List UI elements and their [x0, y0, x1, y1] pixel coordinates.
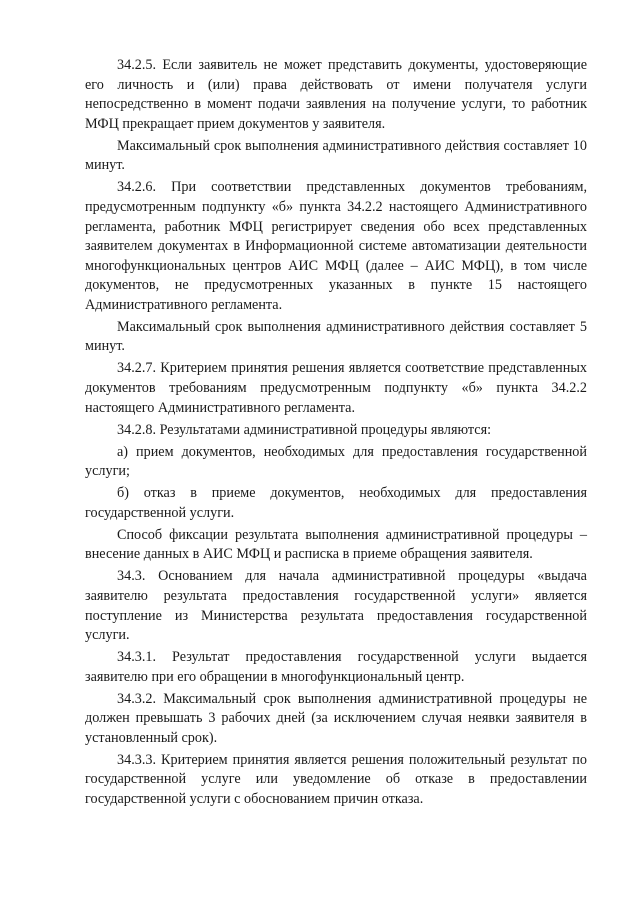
paragraph-34-2-5: 34.2.5. Если заявитель не может представить документы, удостоверяющие его личность и (или) права действовать от имени получателя услуги непосредственно в момент подачи заявления на получение услуги, то работник МФЦ прекращает прием документов у заявителя. — [85, 57, 587, 132]
paragraph-34-3-1: 34.3.1. Результат предоставления государственной услуги выдается заявителю при его обращении в многофункциональный центр. — [85, 649, 587, 685]
list-item-a: а) прием документов, необходимых для предоставления государственной услуги; — [85, 443, 587, 480]
paragraph-34-2-7: 34.2.7. Критерием принятия решения является соответствие представленных документов требованиям предусмотренным подпункту «б» пункта 34.2.2 настоящего Административного регламента. — [85, 360, 587, 416]
paragraph-34-2-6: 34.2.6. При соответствии представленных документов требованиям, предусмотренным подпункту «б» пункта 34.2.2 настоящего Административного регламента, работник МФЦ регистрирует сведения обо всех представленных заявителем документах в Информационной системе автоматизации деятельности многофункциональных центров АИС МФЦ (далее – АИС МФЦ), в том числе документов, не предусмотренных указанных в пункте 15 настоящего Административного регламента. — [85, 179, 587, 313]
list-item-b: б) отказ в приеме документов, необходимых для предоставления государственной услуги. — [85, 485, 587, 521]
paragraph-max-time-10: Максимальный срок выполнения административного действия составляет 10 минут. — [85, 137, 587, 174]
paragraph-34-3-3: 34.3.3. Критерием принятия является решения положительный результат по государственной услуге или уведомление об отказе в предоставлении государственной услуги с обоснованием причин отказа. — [85, 751, 587, 808]
paragraph-max-time-5: Максимальный срок выполнения административного действия составляет 5 минут. — [85, 318, 587, 355]
paragraph-34-3: 34.3. Основанием для начала административной процедуры «выдача заявителю результата предоставления государственной услуги» является поступление из Министерства результата предоставления государственной услуги. — [85, 568, 587, 644]
paragraph-fixation-method: Способ фиксации результата выполнения административной процедуры – внесение данных в АИС МФЦ и расписка в приеме обращения заявителя. — [85, 526, 587, 563]
paragraph-34-2-8: 34.2.8. Результатами административной процедуры являются: — [117, 421, 492, 438]
paragraph-34-3-2: 34.3.2. Максимальный срок выполнения административной процедуры не должен превышать 3 рабочих дней (за исключением случая неявки заявителя в установленный срок). — [85, 690, 587, 746]
document-page — [85, 56, 587, 812]
